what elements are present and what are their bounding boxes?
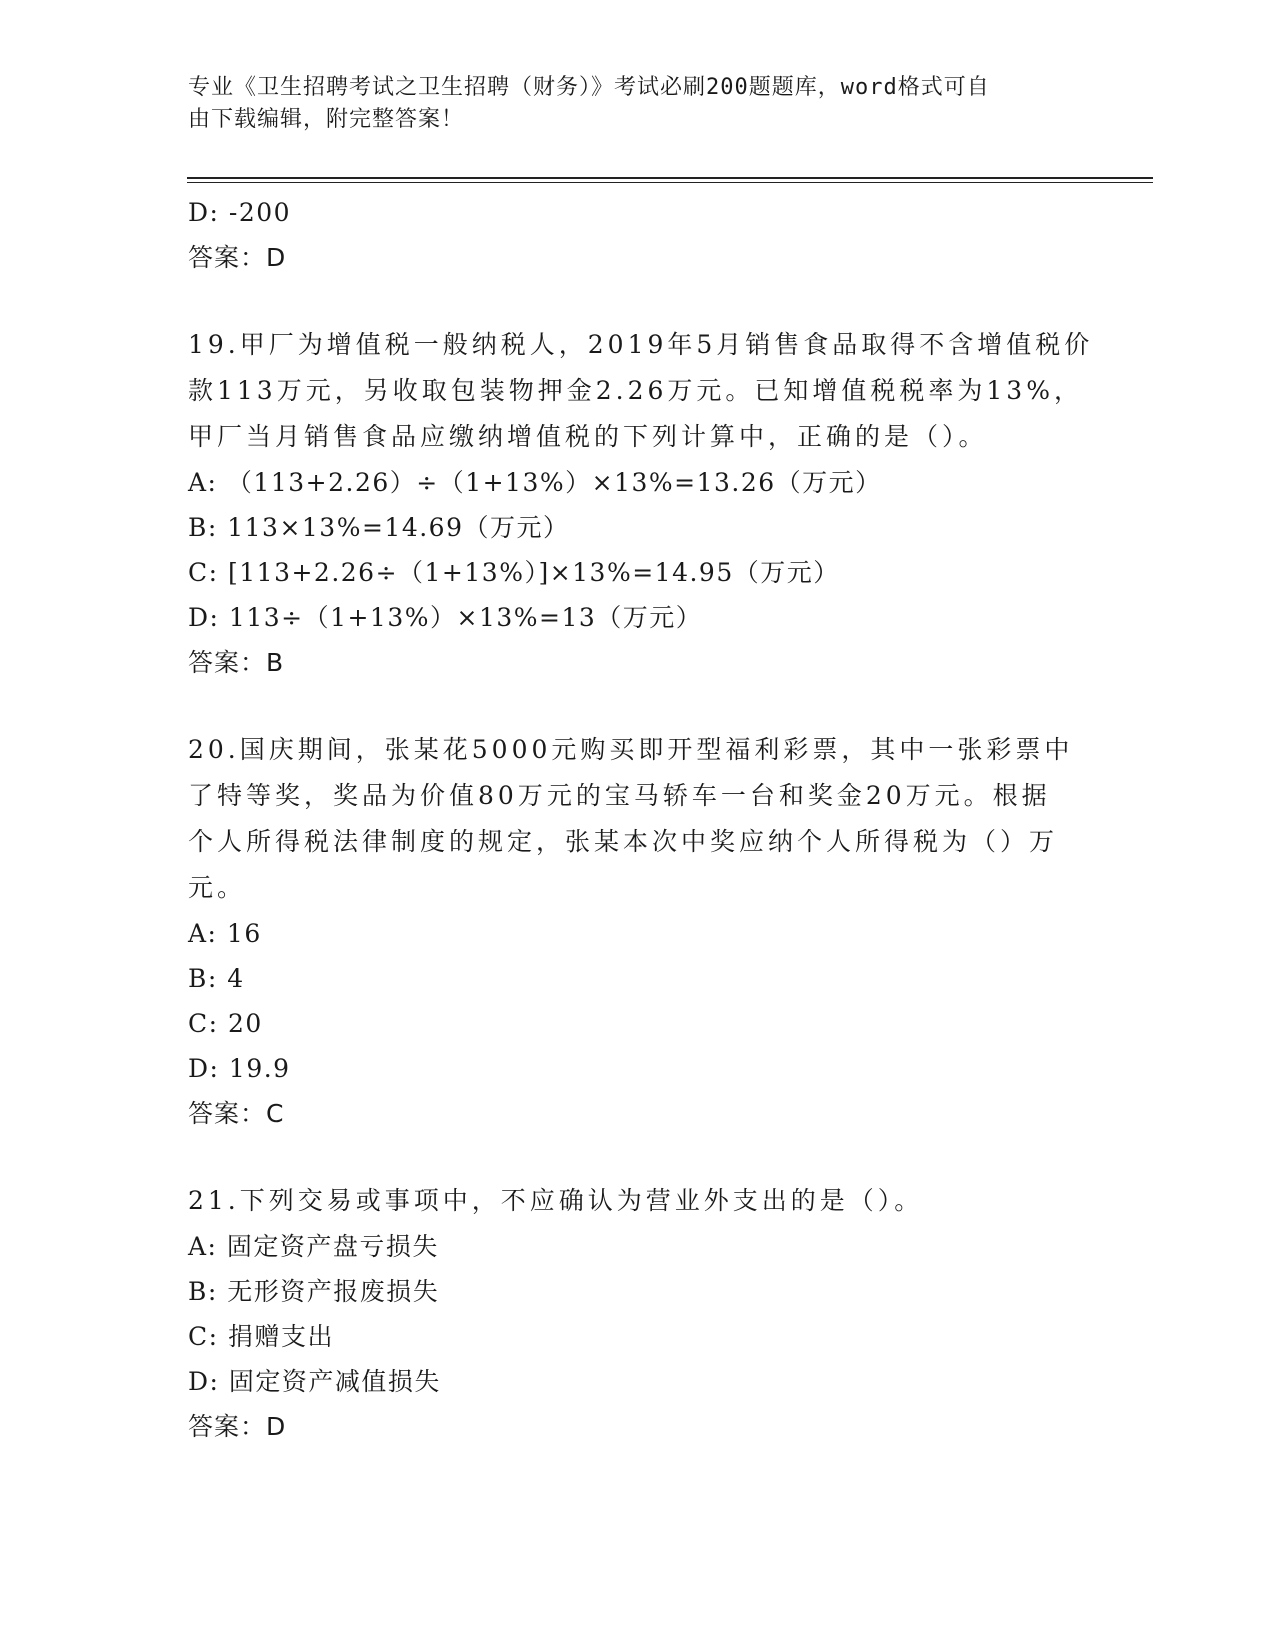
question-text-line: 元。 (188, 873, 247, 902)
answer-line: 答案：B (188, 648, 285, 677)
header-divider-thin (187, 182, 1153, 183)
document-header (188, 72, 1068, 136)
header-line-1: 专业《卫生招聘考试之卫生招聘（财务）》考试必刷200题题库，word格式可自 (188, 75, 990, 100)
option-a: A: （113+2.26）÷（1+13%）×13%=13.26（万元） (188, 468, 882, 497)
question-text-line: 了特等奖，奖品为价值80万元的宝马轿车一台和奖金20万元。根据 (188, 781, 1051, 810)
question-text-line: 款113万元，另收取包装物押金2.26万元。已知增值税税率为13%， (188, 376, 1083, 405)
header-line-2: 由下载编辑，附完整答案！ (188, 107, 465, 132)
previous-question-tail (188, 190, 1088, 280)
option-a: A: 16 (188, 919, 262, 948)
spacer (188, 280, 1088, 322)
spacer (188, 1136, 1088, 1178)
question-20 (188, 727, 1088, 1136)
header-divider-thick (187, 177, 1153, 179)
option-a: A: 固定资产盘亏损失 (188, 1232, 439, 1261)
answer-line: 答案：C (188, 1099, 285, 1128)
question-19 (188, 322, 1094, 685)
option-c: C: 捐赠支出 (188, 1322, 334, 1351)
question-text-line: 20.国庆期间，张某花5000元购买即开型福利彩票，其中一张彩票中 (188, 735, 1074, 764)
question-21 (188, 1178, 1088, 1449)
option-b: B: 无形资产报废损失 (188, 1277, 440, 1306)
document-body (188, 190, 1094, 1449)
question-text-line: 19.甲厂为增值税一般纳税人，2019年5月销售食品取得不含增值税价 (188, 330, 1094, 359)
question-text-line: 甲厂当月销售食品应缴纳增值税的下列计算中，正确的是（）。 (188, 422, 988, 451)
question-text-line: 21.下列交易或事项中，不应确认为营业外支出的是（）。 (188, 1186, 924, 1215)
spacer (188, 685, 1088, 727)
option-d: D: 113÷（1+13%）×13%=13（万元） (188, 603, 703, 632)
option-b: B: 4 (188, 964, 245, 993)
option-c: C: [113+2.26÷（1+13%）]×13%=14.95（万元） (188, 558, 840, 587)
question-text-line: 个人所得税法律制度的规定，张某本次中奖应纳个人所得税为（）万 (188, 827, 1059, 856)
option-d: D: 固定资产减值损失 (188, 1367, 441, 1396)
answer-line: 答案：D (188, 1412, 287, 1441)
option-c: C: 20 (188, 1009, 263, 1038)
answer-line: 答案：D (188, 243, 287, 272)
option-d: D: 19.9 (188, 1054, 291, 1083)
option-d: D: -200 (188, 198, 292, 227)
option-b: B: 113×13%=14.69（万元） (188, 513, 570, 542)
